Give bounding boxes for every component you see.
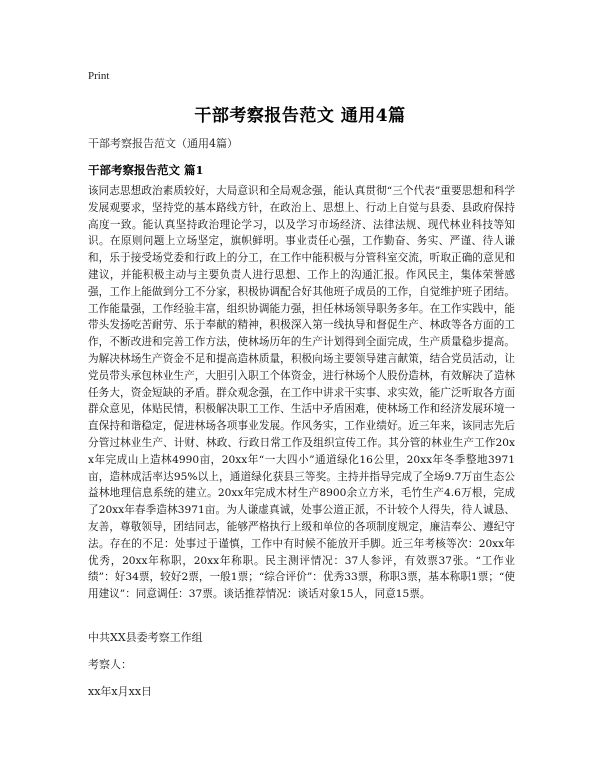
signoff-organization: 中共XX县委考察工作组 — [88, 631, 203, 644]
signoff-date: xx年x月xx日 — [88, 685, 153, 698]
signoff-reviewer: 考察人： — [88, 658, 132, 671]
print-link[interactable]: Print — [88, 70, 110, 82]
document-title: 干部考察报告范文 通用4篇 — [194, 106, 406, 126]
section-heading: 干部考察报告范文 篇1 — [88, 163, 204, 177]
document-subtitle: 干部考察报告范文（通用4篇） — [88, 137, 238, 150]
body-paragraph: 该同志思想政治素质较好，大局意识和全局观念强，能认真贯彻“三个代表”重要思想和科学发展观要求，坚持党的基本路线方针，在政治上、思想上、行动上自觉与县委、县政府保持高度一致。能认真坚持政治理论学习，以及学习市场经济、法律法规、现代林业科技等知识。在原则问题上立场坚定，旗帜鲜明。事业责任心强，工作勤奋、务实、严谨、待人谦和，乐于接受场党委和行政上的分工，在工作中能积极与分管科室交流，听取正确的意见和建议，并能积极主动与主要负责人进行思想、工作上的沟通汇报。作风民主，集体荣誉感强，工作上能做到分工不分家，积极协调配合好其他班子成员的工作，自觉维护班子团结。工作能量强，工作经验丰富，组织协调能力强，担任林场领导职务多年。在工作实践中，能带头发扬吃苦耐劳、乐于奉献的精神，积极深入第一线执导和督促生产、林政等各方面的工作，不断改进和完善工作方法，使林场历年的生产计划得到全面完成，生产质量稳步提高。为解决林场生产资金不足和提高造林质量，积极向场主要领导建言献策，结合党员活动，让党员带头承包林业生产，大胆引入职工个体资金，进行林场个人股份造林，有效解决了造林任务大，资金短缺的矛盾。群众观念强，在工作中讲求干实事、求实效，能广泛听取各方面群众意见，体贴民情，积极解决职工工作、生活中矛盾困难，使林场工作和经济发展环境一直保持和谐稳定，促进林场各项事业发展。作风务实，工作业绩好。近三年来，该同志先后分管过林业生产、计财、林政、行政日常工作及组织宣传工作。其分管的林业生产工作20xx年完成山上造林4990亩，20xx年“一大四小”通道绿化16公里，20xx年冬季整地3971亩，造林成活率达95%以上，通道绿化获县三等奖。主持并指导完成了全场9.7万亩生态公益林地理信息系统的建立。20xx年完成木材生产8900余立方米，毛竹生产4.6万根，完成了20xx年春季造林3971亩。为人谦虚真诚，处事公道正派，不计较个人得失，待人诚恳、友善，尊敬领导，团结同志，能够严格执行上级和单位的各项制度规定，廉洁奉公、遵纪守法。存在的不足：处事过于谨慎，工作中有时候不能放开手脚。近三年考核等次：20xx年优秀，20xx年称职，20xx年称职。民主测评情况：37人参评，有效票37张。“工作业绩”：好34票，较好2票，一般1票；“综合评价”：优秀33票，称职3票，基本称职1票；“使用建议”：同意调任：37票。谈话推荐情况：谈话对象15人，同意15票。 — [88, 185, 515, 601]
